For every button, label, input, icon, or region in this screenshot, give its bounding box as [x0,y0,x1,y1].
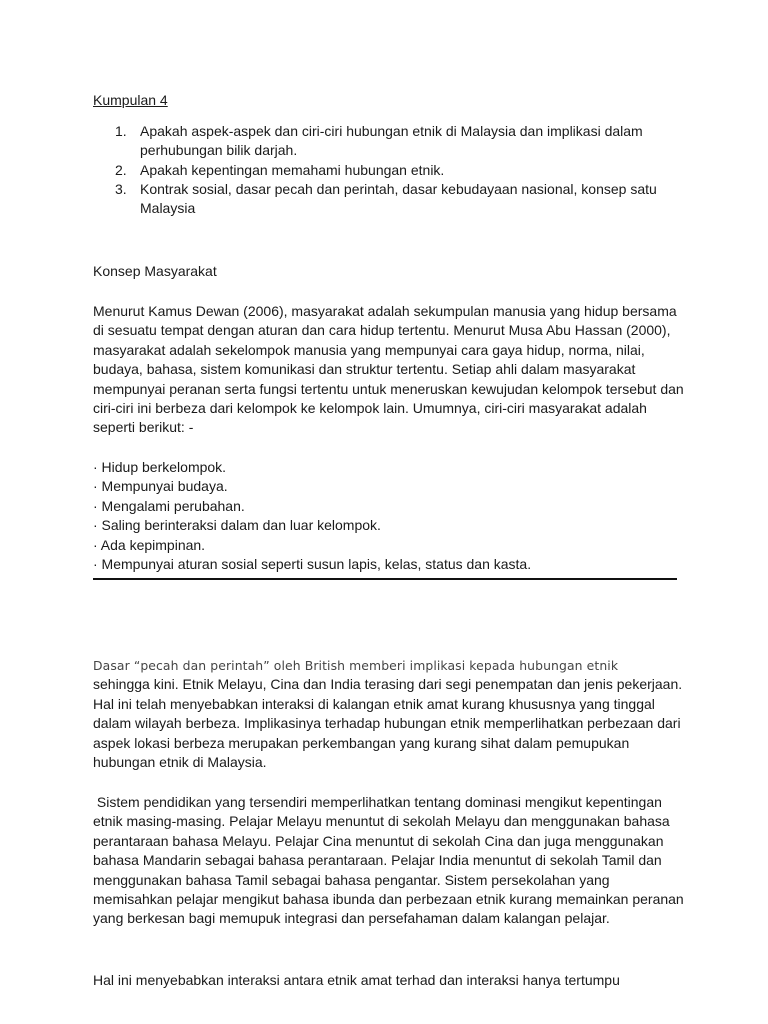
paragraph-lead: Dasar “pecah dan perintah” oleh British memberi implikasi kepada hubungan etnik [93,658,619,673]
list-item: · Mempunyai aturan sosial seperti susun lapis, kelas, status dan kasta. [93,556,532,573]
paragraph-interaksi: Hal ini menyebabkan interaksi antara etnik amat terhad dan interaksi hanya tertumpu [93,972,620,988]
list-item-text: Apakah kepentingan memahami hubungan etnik. [140,161,445,178]
list-item [93,161,693,180]
horizontal-divider [93,578,677,580]
paragraph-body: sehingga kini. Etnik Melayu, Cina dan India terasing dari segi penempatan dan jenis pekerjaan. Hal ini telah menyebabkan interaksi di kalangan etnik amat kurang khususnya yang tinggal dalam wilayah berbeza. Implikasinya terhadap hubungan etnik memperlihatkan perbezaan dari aspek lokasi berbeza merupakan perkembangan yang kurang sihat dalam pemupukan hubungan etnik di Malaysia. [93,676,683,771]
list-item: · Ada kepimpinan. [93,536,206,553]
list-item: · Hidup berkelompok. [93,459,227,475]
list-item: · Saling berinteraksi dalam dan luar kelompok. [93,517,381,534]
paragraph-dasar-pecah-perintah [93,656,688,772]
paragraph-sistem-pendidikan: Sistem pendidikan yang tersendiri memperlihatkan tentang dominasi mengikut kepentingan etnik masing-masing. Pelajar Melayu menuntut di sekolah Melayu dan menggunakan bahasa perantaraan bahasa Melayu. Pelajar Cina menuntut di sekolah Cina dan juga menggunakan bahasa Mandarin sebagai bahasa perantaraan. Pelajar India menuntut di sekolah Tamil dan menggunakan bahasa Tamil sebagai bahasa pengantar. Sistem persekolahan yang memisahkan pelajar mengikut bahasa ibunda dan perbezaan etnik kurang memainkan peranan yang berkesan bagi memupuk integrasi dan persefahaman dalam kalangan pelajar. [93,794,688,927]
list-item: · Mempunyai budaya. [93,478,228,495]
section-title: Konsep Masyarakat [93,263,217,279]
list-item [93,122,693,161]
question-list [93,122,693,218]
list-number: 2. [115,161,127,178]
list-item [93,180,693,219]
list-item-text: Apakah aspek-aspek dan ciri-ciri hubungan etnik di Malaysia dan implikasi dalam perhubungan bilik darjah. [140,123,643,159]
list-number: 1. [115,123,127,139]
group-heading: Kumpulan 4 [93,92,168,108]
paragraph-masyarakat: Menurut Kamus Dewan (2006), masyarakat adalah sekumpulan manusia yang hidup bersama di sesuatu tempat dengan aturan dan cara hidup tertentu. Menurut Musa Abu Hassan (2000), masyarakat adalah sekelompok manusia yang mempunyai cara gaya hidup, norma, nilai, budaya, bahasa, sistem komunikasi dan struktur tertentu. Setiap ahli dalam masyarakat mempunyai peranan serta fungsi tertentu untuk meneruskan kewujudan kelompok tersebut dan ciri-ciri ini berbeza dari kelompok ke kelompok lain. Umumnya, ciri-ciri masyarakat adalah seperti berikut: - [93,303,684,436]
list-item: · Mengalami perubahan. [93,497,245,514]
list-number: 3. [115,180,127,197]
characteristics-list [93,458,531,574]
list-item-text: Kontrak sosial, dasar pecah dan perintah, dasar kebudayaan nasional, konsep satu Malaysia [140,180,657,217]
